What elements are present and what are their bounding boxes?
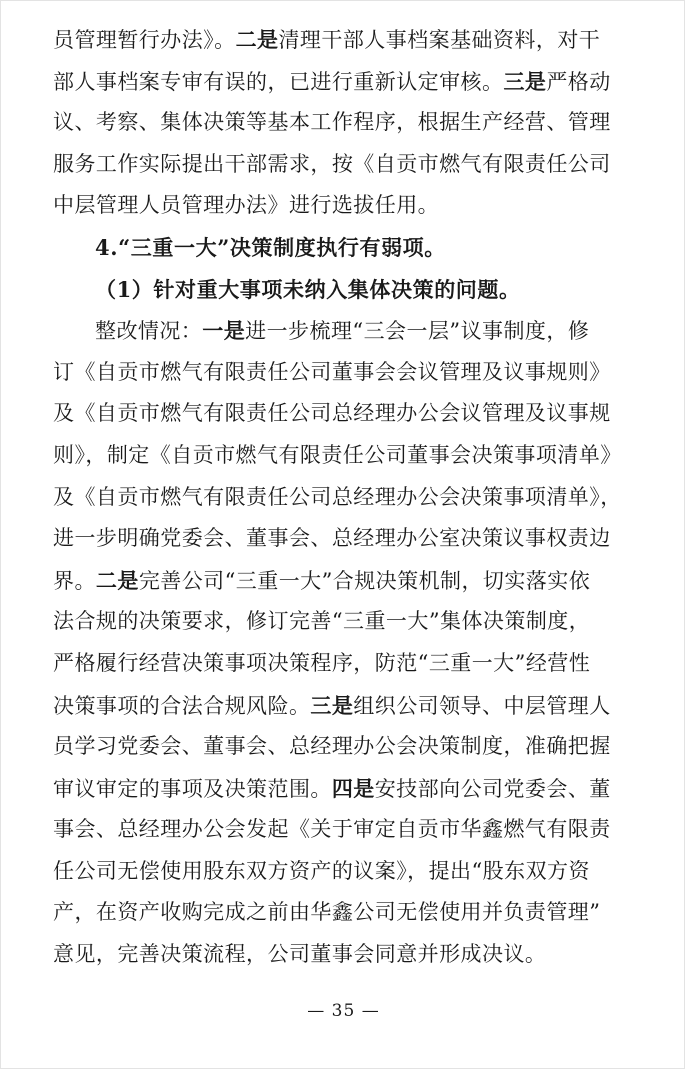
section-heading: [53, 269, 643, 311]
text-line: [53, 726, 643, 768]
text-line: [53, 518, 643, 560]
text-run: 则》，制定《自贡市燃气有限责任公司董事会决策事项清单》: [53, 442, 622, 467]
text-line: [53, 643, 643, 685]
section-heading: [53, 227, 643, 269]
text-run: 产，在资产收购完成之前由华鑫公司无偿使用并负责管理”: [53, 900, 601, 925]
text-run: 服务工作实际提出干部需求，按《自贡市燃气有限责任公司: [53, 151, 611, 176]
text-run: 员学习党委会、董事会、总经理办公会决策制度，准确把握: [53, 734, 611, 759]
text-line: [53, 352, 643, 394]
bold-text-run: 三是: [503, 68, 547, 94]
text-line: [53, 809, 643, 851]
text-line: [53, 393, 643, 435]
text-run: 议、考察、集体决策等基本工作程序，根据生产经营、管理: [53, 110, 611, 135]
text-run: 及《自贡市燃气有限责任公司总经理办公会议管理及议事规: [53, 401, 611, 426]
bold-text-run: 三是: [310, 692, 354, 718]
text-line: [53, 435, 643, 477]
text-line: [53, 61, 643, 103]
bold-text-run: 二是: [95, 567, 139, 593]
text-line: [53, 560, 643, 602]
text-run: 进一步明确党委会、董事会、总经理办公室决策议事权责边: [53, 526, 611, 551]
text-run: 决策事项的合法合规风险。: [53, 693, 311, 718]
text-run: 法合规的决策要求，修订完善“三重一大”集体决策制度，: [53, 609, 591, 634]
text-line: [53, 892, 643, 934]
text-line: [53, 851, 643, 893]
text-line: [53, 934, 643, 976]
text-run: 事会、总经理办公会发起《关于审定自贡市华鑫燃气有限责: [53, 817, 611, 842]
text-line: [53, 477, 643, 519]
text-run: 订《自贡市燃气有限责任公司董事会会议管理及议事规则》: [53, 359, 611, 384]
text-run: 任公司无偿使用股东双方资产的议案》，提出“股东双方资: [53, 858, 590, 883]
text-run: 整改情况：: [95, 319, 203, 344]
text-run: 组织公司领导、中层管理人: [353, 693, 611, 718]
text-run: 进一步梳理“三会一层”议事制度，修: [245, 319, 590, 344]
text-run: 中层管理人员管理办法》进行选拔任用。: [53, 193, 440, 218]
text-line: [53, 185, 643, 227]
text-run: 员管理暂行办法》。: [53, 28, 236, 52]
text-run: 完善公司“三重一大”合规决策机制，切实落实依: [138, 568, 591, 593]
text-run: 意见，完善决策流程，公司董事会同意并形成决议。: [53, 942, 547, 967]
text-line: [53, 144, 643, 186]
text-line: [53, 102, 643, 144]
bold-text-run: （1）针对重大事项未纳入集体决策的问题。: [95, 276, 521, 302]
body-text: [53, 19, 643, 976]
text-run: 安技部向公司党委会、董: [374, 776, 611, 801]
text-line: [53, 601, 643, 643]
text-run: 严格动: [546, 69, 611, 94]
text-run: 严格履行经营决策事项决策程序，防范“三重一大”经营性: [53, 650, 591, 675]
text-line: [53, 310, 643, 352]
text-run: 部人事档案专审有误的，已进行重新认定审核。: [53, 69, 504, 94]
page-number: — 35 —: [307, 1001, 380, 1021]
text-line: [53, 768, 643, 810]
text-line: [53, 685, 643, 727]
text-run: 清理干部人事档案基础资料，对干: [278, 28, 601, 52]
bold-text-run: 二是: [235, 27, 279, 52]
text-run: 界。: [53, 568, 96, 593]
text-run: 审议审定的事项及决策范围。: [53, 776, 332, 801]
text-line: [53, 19, 643, 61]
bold-text-run: 四是: [331, 775, 375, 801]
bold-text-run: 一是: [202, 318, 246, 344]
bold-text-run: 4.“三重一大”决策制度执行有弱项。: [95, 234, 446, 260]
text-run: 及《自贡市燃气有限责任公司总经理办公会决策事项清单》，: [53, 484, 622, 509]
